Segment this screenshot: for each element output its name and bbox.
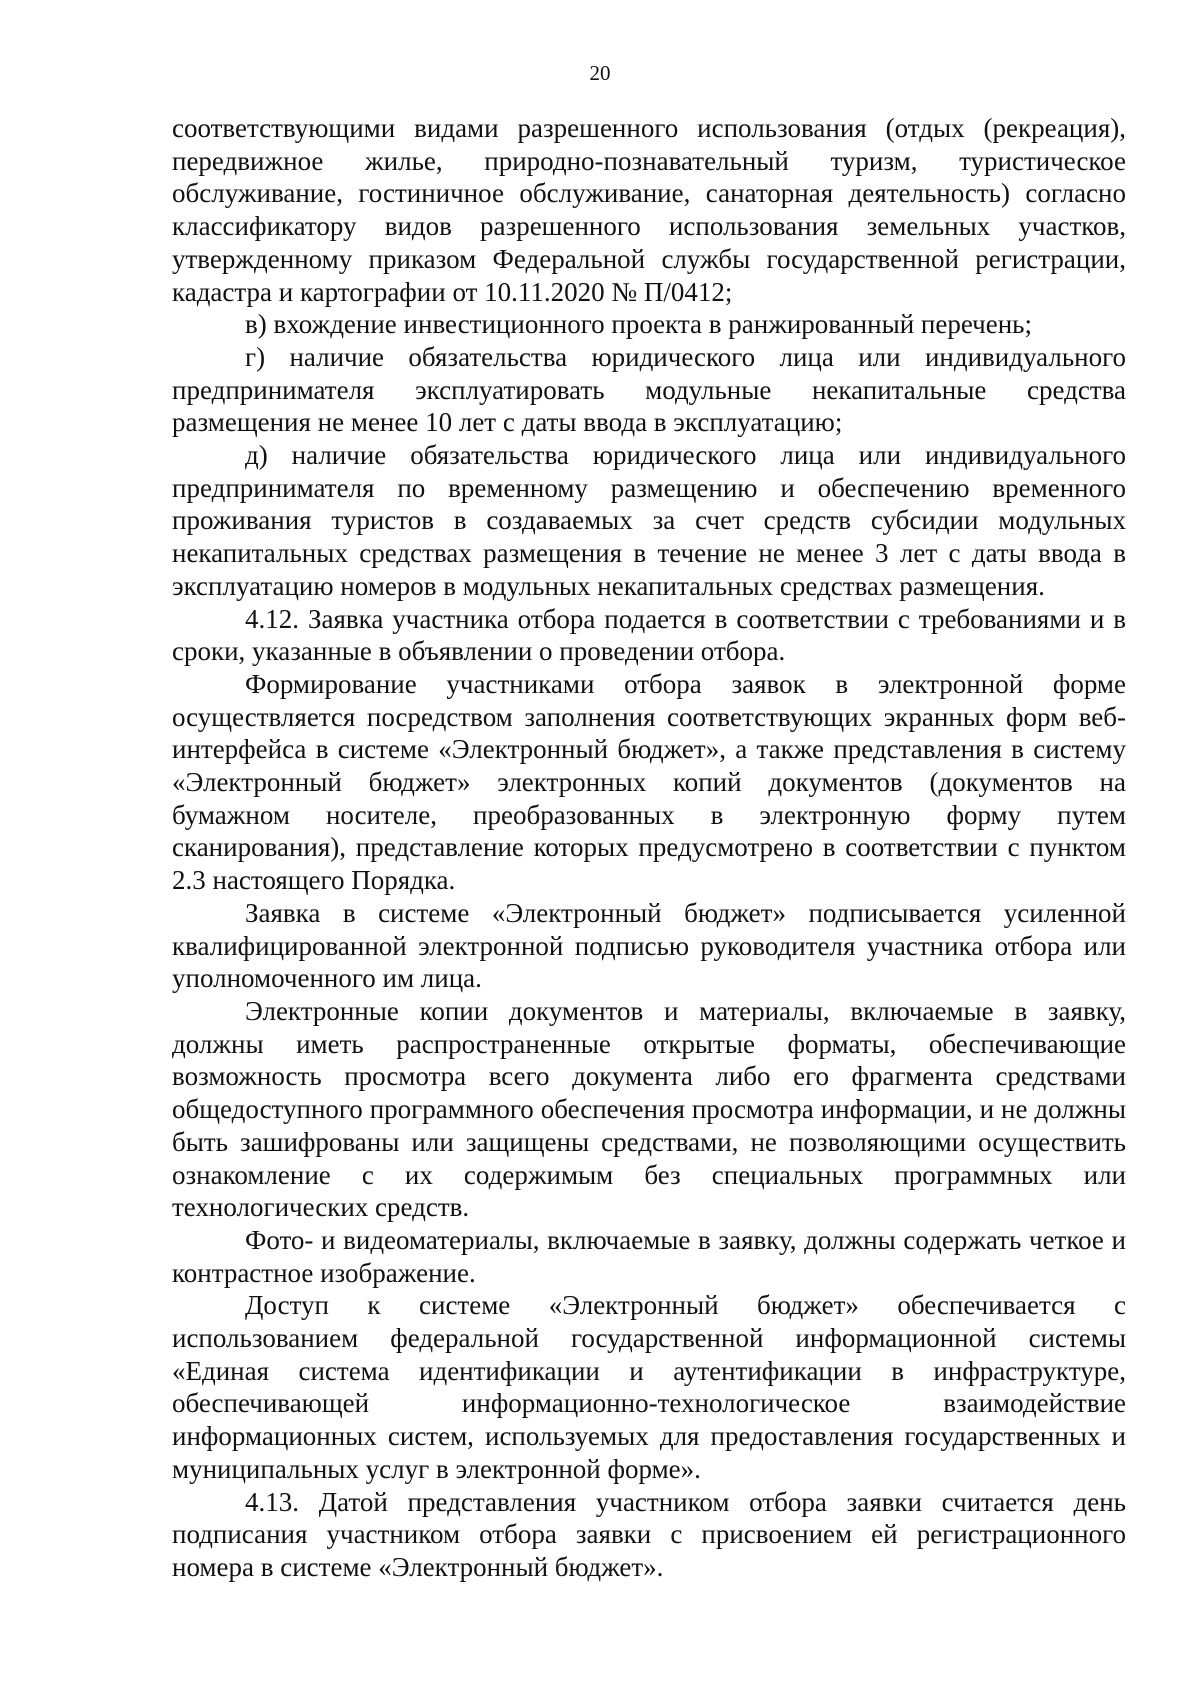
paragraph-item-g: г) наличие обязательства юридического лица или индивидуального предпринимателя эксплуатировать модульные некапитальные средства размещения не менее 10 лет с даты ввода в эксплуатацию; — [172, 341, 1126, 438]
page-number: 20 — [589, 61, 611, 85]
paragraph-4-12: 4.12. Заявка участника отбора подается в соответствии с требованиями и в сроки, указанные в объявлении о проведении отбора. — [172, 603, 1126, 667]
paragraph-forming-applications: Формирование участниками отбора заявок в электронной форме осуществляется посредством заполнения соответствующих экранных форм веб-интерфейса в системе «Электронный бюджет», а также представления в систему «Электронный бюджет» электронных копий документов (документов на бумажном носителе, преобразованных в электронную форму путем сканирования), представление которых предусмотрено в соответствии с пунктом 2.3 настоящего Порядка. — [172, 668, 1126, 896]
paragraph-4-13: 4.13. Датой представления участником отбора заявки считается день подписания участником отбора заявки с присвоением ей регистрационного номера в системе «Электронный бюджет». — [172, 1486, 1126, 1582]
paragraph-item-d: д) наличие обязательства юридического лица или индивидуального предпринимателя по временному размещению и обеспечению временного проживания туристов в создаваемых за счет средств субсидии модульных некапитальных средствах размещения в течение не менее 3 лет с даты ввода в эксплуатацию номеров в модульных некапитальных средствах размещения. — [172, 440, 1126, 601]
paragraph-application-signature: Заявка в системе «Электронный бюджет» подписывается усиленной квалифицированной электронной подписью руководителя участника отбора или уполномоченного им лица. — [172, 897, 1126, 994]
document-body — [172, 112, 1126, 1584]
paragraph-system-access: Доступ к системе «Электронный бюджет» обеспечивается с использованием федеральной государственной информационной системы «Единая система идентификации и аутентификации в инфраструктуре, обеспечивающей информационно-технологическое взаимодействие информационных систем, используемых для предоставления государственных и муниципальных услуг в электронной форме». — [172, 1290, 1126, 1484]
paragraph-item-v: в) вхождение инвестиционного проекта в ранжированный перечень; — [245, 309, 1032, 340]
paragraph-photo-video: Фото- и видеоматериалы, включаемые в заявку, должны содержать четкое и контрастное изображение. — [172, 1224, 1126, 1288]
paragraph-electronic-copies: Электронные копии документов и материалы, включаемые в заявку, должны иметь распространенные открытые форматы, обеспечивающие возможность просмотра всего документа либо его фрагмента средствами общедоступного программного обеспечения просмотра информации, и не должны быть зашифрованы или защищены средствами, не позволяющими осуществить ознакомление с их содержимым без специальных программных или технологических средств. — [172, 995, 1126, 1223]
paragraph-continuation: соответствующими видами разрешенного использования (отдых (рекреация), передвижное жилье, природно-познавательный туризм, туристическое обслуживание, гостиничное обслуживание, санаторная деятельность) согласно классификатору видов разрешенного использования земельных участков, утвержденному приказом Федеральной службы государственной регистрации, кадастра и картографии от 10.11.2020 № П/0412; — [172, 113, 1126, 307]
